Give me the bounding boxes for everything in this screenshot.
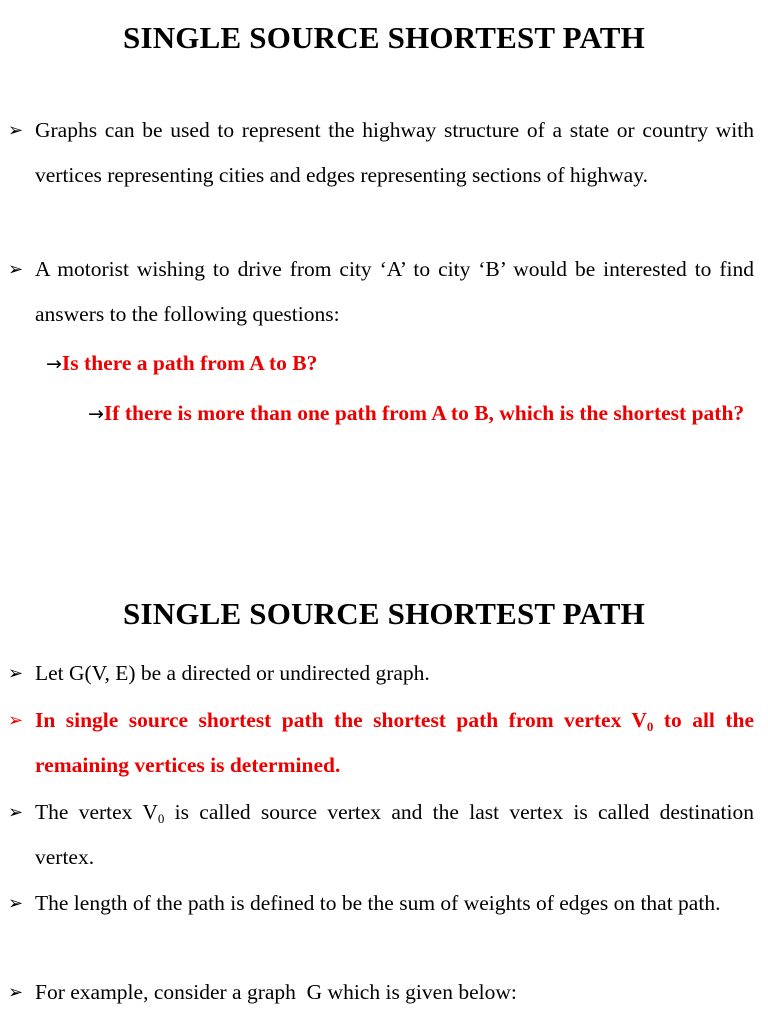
bullet-let-graph (8, 651, 754, 696)
right-arrow-icon: → (88, 403, 104, 425)
bullet-arrow-icon: ➢ (8, 710, 24, 731)
text-part: The vertex V (35, 800, 158, 824)
text-part: is called source vertex and the last vertex is called destination vertex. (35, 800, 754, 869)
bullet-single-source-definition (8, 698, 754, 788)
bullet-arrow-icon: ➢ (8, 259, 24, 280)
bullet-text (35, 790, 754, 880)
bullet-motorist (8, 247, 754, 337)
bullet-text: Let G(V, E) be a directed or undirected graph. (35, 661, 430, 685)
bullet-arrow-icon: ➢ (8, 120, 24, 141)
question-path-exists (46, 340, 746, 388)
section-1-title: SINGLE SOURCE SHORTEST PATH (123, 20, 645, 55)
right-arrow-icon: → (46, 353, 62, 375)
bullet-arrow-icon: ➢ (8, 663, 24, 684)
bullet-text: For example, consider a graph G which is given below: (35, 980, 517, 1004)
bullet-path-length (8, 881, 754, 926)
question-shortest-path (88, 390, 754, 438)
question-text: If there is more than one path from A to B, which is the shortest path? (103, 401, 745, 425)
text-part: to all the remaining vertices is determined. (35, 708, 754, 777)
bullet-arrow-icon: ➢ (8, 802, 24, 823)
bullet-text: The length of the path is defined to be the sum of weights of edges on that path. (35, 891, 721, 915)
question-text: Is there a path from A to B? (61, 351, 318, 375)
bullet-graphs-highway (8, 108, 754, 198)
section-2-title: SINGLE SOURCE SHORTEST PATH (123, 596, 645, 631)
subscript: 0 (157, 811, 165, 826)
bullet-text: Graphs can be used to represent the highway structure of a state or country with vertices representing cities and edges representing sections of highway. (35, 118, 754, 187)
bullet-source-vertex (8, 790, 754, 880)
bullet-arrow-icon: ➢ (8, 982, 24, 1003)
bullet-text (35, 698, 754, 788)
subscript: 0 (646, 719, 654, 734)
bullet-text: A motorist wishing to drive from city ‘A’ to city ‘B’ would be interested to find answers to the following questions: (35, 257, 754, 326)
bullet-arrow-icon: ➢ (8, 893, 24, 914)
text-part: In single source shortest path the shortest path from vertex V (35, 708, 647, 732)
bullet-example (8, 970, 754, 1015)
